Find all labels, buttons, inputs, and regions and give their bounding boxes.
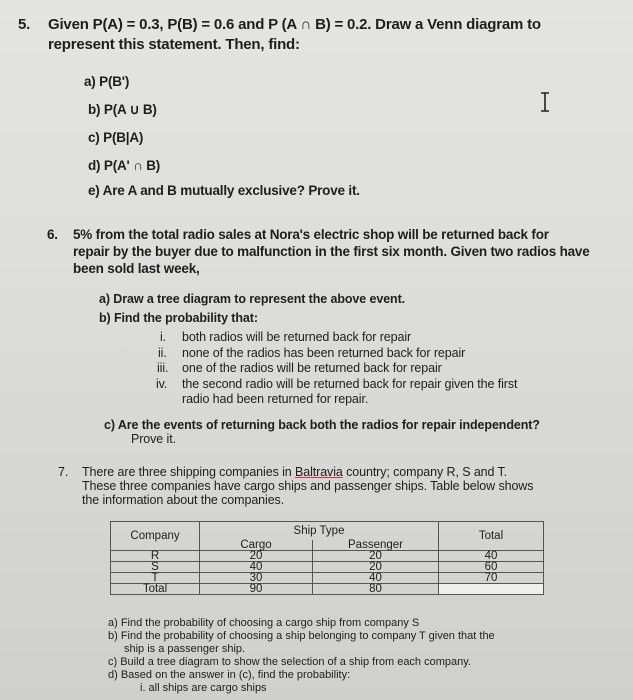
q5-line2: represent this statement. Then, find:: [48, 36, 300, 53]
table-total-row: [111, 584, 544, 595]
passenger-header: Passenger: [313, 540, 439, 551]
ship-type-header: Ship Type: [200, 522, 439, 541]
q6-part-c-line1: c) Are the events of returning back both the radios for repair independent?: [104, 418, 540, 432]
q7-part-c: c) Build a tree diagram to show the selection of a ship from each company.: [108, 656, 471, 668]
total-cell: [439, 584, 544, 595]
q5-item-e: e) Are A and B mutually exclusive? Prove it.: [88, 183, 360, 198]
cargo-header: Cargo: [200, 540, 313, 551]
table-row: [111, 551, 544, 562]
q6-number: 6.: [47, 227, 58, 242]
total-header: Total: [439, 522, 544, 551]
cargo-cell: 20: [200, 551, 313, 562]
total-cell: 70: [439, 573, 544, 584]
q7-line3: the information about the companies.: [82, 493, 285, 507]
q7-part-b-line2: ship is a passenger ship.: [124, 643, 246, 655]
company-cell: R: [111, 551, 200, 562]
q6-b-num-3: iii.: [157, 361, 169, 375]
q6-part-b: b) Find the probability that:: [99, 311, 258, 325]
q7-line1: [82, 465, 507, 479]
q6-b-num-1: i.: [160, 330, 167, 344]
q7-country-name: Baltravia: [295, 465, 343, 479]
q7-line1-pre: There are three shipping companies in: [82, 465, 295, 479]
company-header: Company: [111, 522, 200, 551]
q6-line2: repair by the buyer due to malfunction in the first six month. Given two radios have: [73, 244, 590, 259]
table-row: [111, 573, 544, 584]
q6-b-text-3: one of the radios will be returned back for repair: [182, 361, 442, 375]
q6-part-c-line2: Prove it.: [131, 432, 176, 446]
passenger-cell: 20: [313, 551, 439, 562]
q6-b-text-1: both radios will be returned back for repair: [182, 330, 412, 344]
passenger-cell: 20: [313, 562, 439, 573]
company-cell: T: [111, 573, 200, 584]
cargo-cell: 30: [200, 573, 313, 584]
cargo-cell: 90: [200, 584, 313, 595]
q7-part-d-i: i. all ships are cargo ships: [140, 682, 267, 694]
company-cell: Total: [111, 584, 200, 595]
q5-item-d: d) P(A' ∩ B): [88, 158, 161, 173]
q6-part-a: a) Draw a tree diagram to represent the above event.: [99, 292, 406, 306]
q7-number: 7.: [58, 465, 69, 479]
total-cell: 40: [439, 551, 544, 562]
q7-line1-post: country; company R, S and T.: [342, 465, 508, 479]
table-row: [111, 562, 544, 573]
table-header-row: [111, 522, 544, 541]
q6-line3: been sold last week,: [73, 261, 200, 276]
q5-item-c: c) P(B|A): [88, 130, 144, 145]
company-cell: S: [111, 562, 200, 573]
q5-item-b: b) P(A ∪ B): [88, 102, 157, 117]
q6-b-text-2: none of the radios has been returned back for repair: [182, 346, 466, 360]
q7-part-b-line1: b) Find the probability of choosing a ship belonging to company T given that the: [108, 630, 495, 642]
q7-part-d: d) Based on the answer in (c), find the probability:: [108, 669, 351, 681]
q6-b-text-4: the second radio will be returned back for repair given the first: [182, 377, 518, 391]
q6-b-num-2: ii.: [158, 346, 167, 360]
q5-item-a: a) P(B'): [84, 74, 130, 89]
ship-type-table: [110, 521, 544, 595]
passenger-cell: 40: [313, 573, 439, 584]
text-cursor-icon: [538, 92, 552, 112]
q5-line1: Given P(A) = 0.3, P(B) = 0.6 and P (A ∩ B) = 0.2. Draw a Venn diagram to: [48, 16, 541, 33]
cargo-cell: 40: [200, 562, 313, 573]
q7-part-a: a) Find the probability of choosing a cargo ship from company S: [108, 617, 420, 629]
q6-line1: 5% from the total radio sales at Nora's electric shop will be returned back for: [73, 227, 549, 242]
q7-line2: These three companies have cargo ships and passenger ships. Table below shows: [82, 479, 534, 493]
q6-b-text-4-cont: radio had been returned for repair.: [182, 392, 369, 406]
q6-b-num-4: iv.: [156, 377, 168, 391]
passenger-cell: 80: [313, 584, 439, 595]
total-cell: 60: [439, 562, 544, 573]
q5-number: 5.: [18, 16, 31, 33]
